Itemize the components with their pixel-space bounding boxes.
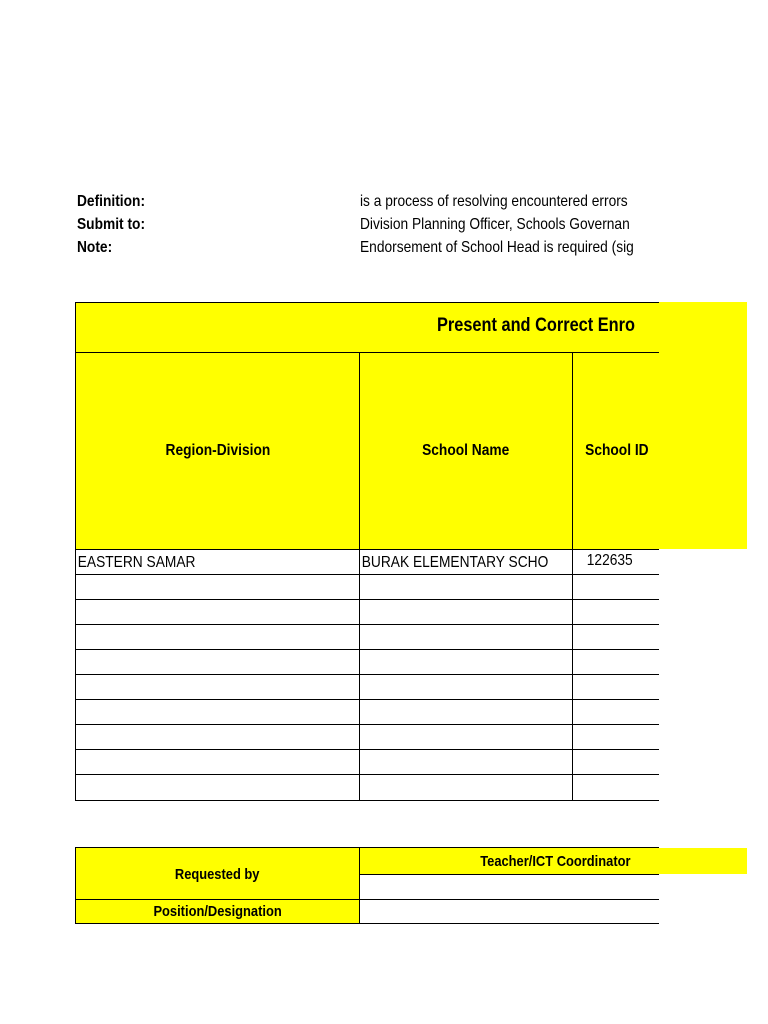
requested-by-label: Requested by — [75, 847, 359, 900]
signature-header-fill-overflow — [659, 848, 747, 874]
cell-region-division[interactable] — [75, 600, 359, 625]
cell-school-id[interactable] — [572, 725, 659, 750]
requested-by-input[interactable] — [359, 874, 659, 900]
table-row — [75, 774, 659, 801]
cell-school-id[interactable] — [572, 750, 659, 775]
header-fill-overflow — [659, 302, 747, 549]
cell-school-name[interactable] — [359, 700, 572, 725]
cell-school-name[interactable] — [359, 675, 572, 700]
column-header-school-id[interactable]: School ID — [572, 352, 659, 549]
table-row — [75, 549, 659, 574]
note-label: Note: — [77, 239, 113, 256]
cell-school-id[interactable] — [572, 575, 659, 600]
cell-school-id[interactable] — [572, 700, 659, 725]
cell-school-name[interactable] — [359, 575, 572, 600]
table-row — [75, 574, 659, 599]
column-header-region-division[interactable]: Region-Division — [75, 352, 359, 549]
cell-region-division[interactable] — [75, 700, 359, 725]
cell-region-division[interactable] — [75, 675, 359, 700]
cell-region-division[interactable] — [75, 750, 359, 775]
cell-school-name[interactable] — [359, 650, 572, 675]
cell-school-name[interactable] — [359, 775, 572, 800]
table-row — [75, 649, 659, 674]
cell-school-id[interactable] — [572, 650, 659, 675]
cell-region-division[interactable] — [75, 575, 359, 600]
table-row — [75, 599, 659, 624]
column-header-school-name[interactable]: School Name — [359, 352, 572, 549]
cell-school-id[interactable] — [572, 675, 659, 700]
position-designation-input[interactable] — [359, 899, 659, 924]
cell-region-division[interactable] — [75, 775, 359, 800]
cell-school-name[interactable] — [359, 725, 572, 750]
cell-school-id[interactable]: 122635 — [572, 550, 659, 575]
submit-to-label: Submit to: — [77, 216, 146, 233]
submit-to-value: Division Planning Officer, Schools Governan — [360, 216, 630, 233]
cell-school-name[interactable] — [359, 600, 572, 625]
cell-region-division[interactable] — [75, 625, 359, 650]
table-row — [75, 699, 659, 724]
definition-value: is a process of resolving encountered errors — [360, 193, 628, 210]
cell-region-division[interactable]: EASTERN SAMAR — [75, 550, 359, 575]
note-value: Endorsement of School Head is required (sig — [360, 239, 634, 256]
table-row — [75, 749, 659, 774]
cell-school-id[interactable] — [572, 625, 659, 650]
table-title: Present and Correct Enro — [437, 315, 635, 336]
cell-school-id[interactable] — [572, 600, 659, 625]
teacher-ict-coordinator-header: Teacher/ICT Coordinator — [359, 847, 659, 875]
table-row — [75, 724, 659, 749]
definition-label: Definition: — [77, 193, 146, 210]
position-designation-label: Position/Designation — [75, 899, 359, 924]
cell-school-name[interactable] — [359, 750, 572, 775]
cell-school-name[interactable] — [359, 625, 572, 650]
cell-region-division[interactable] — [75, 650, 359, 675]
table-row — [75, 624, 659, 649]
cell-school-name[interactable]: BURAK ELEMENTARY SCHO — [359, 550, 572, 575]
cell-school-id[interactable] — [572, 775, 659, 800]
table-row — [75, 674, 659, 699]
cell-region-division[interactable] — [75, 725, 359, 750]
